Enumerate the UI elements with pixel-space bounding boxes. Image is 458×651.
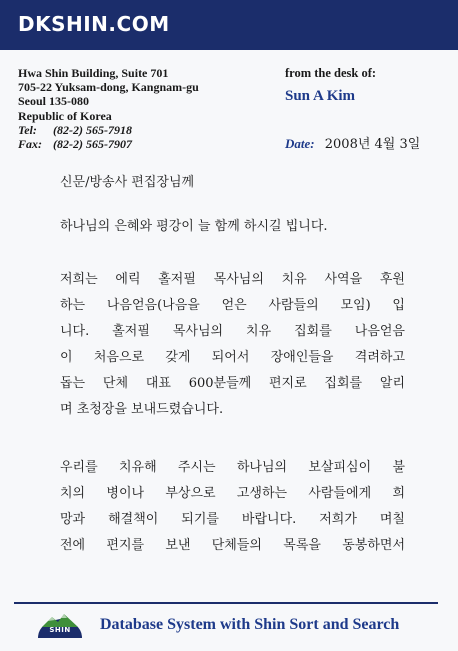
footer-divider — [14, 602, 438, 604]
logo-text: SHIN — [49, 626, 71, 634]
address-line-1: Hwa Shin Building, Suite 701 — [18, 66, 169, 80]
tel-number: (82-2) 565-7918 — [53, 122, 132, 137]
site-title: DKSHIN.COM — [18, 12, 170, 36]
greeting-text: 신문/방송사 편집장님께 — [60, 175, 195, 190]
phone-line — [18, 123, 199, 137]
letter-date — [285, 133, 420, 152]
fax-line — [18, 137, 199, 151]
paragraph-line: 우리를 치유해 주시는 하나님의 보살피심이 불 — [60, 460, 405, 475]
sender-address — [18, 66, 199, 151]
paragraph-line: 니다. 홀저필 목사님의 치유 집회를 나음얻음 — [60, 324, 405, 339]
letter-greeting — [60, 170, 405, 196]
footer-tagline: Database System with Shin Sort and Search — [100, 616, 400, 633]
paragraph-line: 망과 해결책이 되기를 바랍니다. 저희가 며칠 — [60, 512, 405, 527]
fax-label: Fax: — [18, 137, 42, 152]
letter-paragraph-1 — [60, 267, 405, 423]
paragraph-line: 이 처음으로 갖게 되어서 장애인들을 격려하고 — [60, 350, 405, 365]
address-line-3: Seoul 135-080 — [18, 94, 90, 109]
address-line-2: 705-22 Yuksam-dong, Kangnam-gu — [18, 80, 199, 95]
paragraph-line: 돕는 단체 대표 600분들께 편지로 집회를 알리 — [60, 376, 405, 391]
date-value: 2008년 4월 3일 — [324, 137, 421, 152]
shin-logo-icon — [32, 606, 88, 640]
date-label: Date: — [285, 136, 315, 151]
letter-paragraph-2 — [60, 455, 405, 559]
desk-label: from the desk of: — [285, 66, 377, 80]
blessing-text: 하나님의 은혜와 평강이 늘 함께 하시길 빕니다. — [60, 219, 328, 234]
fax-number: (82-2) 565-7907 — [53, 137, 132, 152]
tel-label: Tel: — [18, 122, 37, 137]
paragraph-line: 하는 나음얻음(나음을 얻은 사람들의 모임) 입 — [60, 298, 405, 313]
sender-name: Sun A Kim — [285, 88, 356, 104]
paragraph-line: 며 초청장을 보내드렸습니다. — [60, 402, 224, 417]
paragraph-line: 전에 편지를 보낸 단체들의 목록을 동봉하면서 — [60, 538, 405, 553]
paragraph-line: 치의 병이나 부상으로 고생하는 사람들에게 희 — [60, 486, 405, 501]
address-line-4: Republic of Korea — [18, 108, 112, 123]
letter-blessing — [60, 214, 405, 240]
header-banner — [0, 0, 458, 50]
paragraph-line: 저희는 에릭 홀저필 목사님의 치유 사역을 후원 — [60, 272, 405, 287]
